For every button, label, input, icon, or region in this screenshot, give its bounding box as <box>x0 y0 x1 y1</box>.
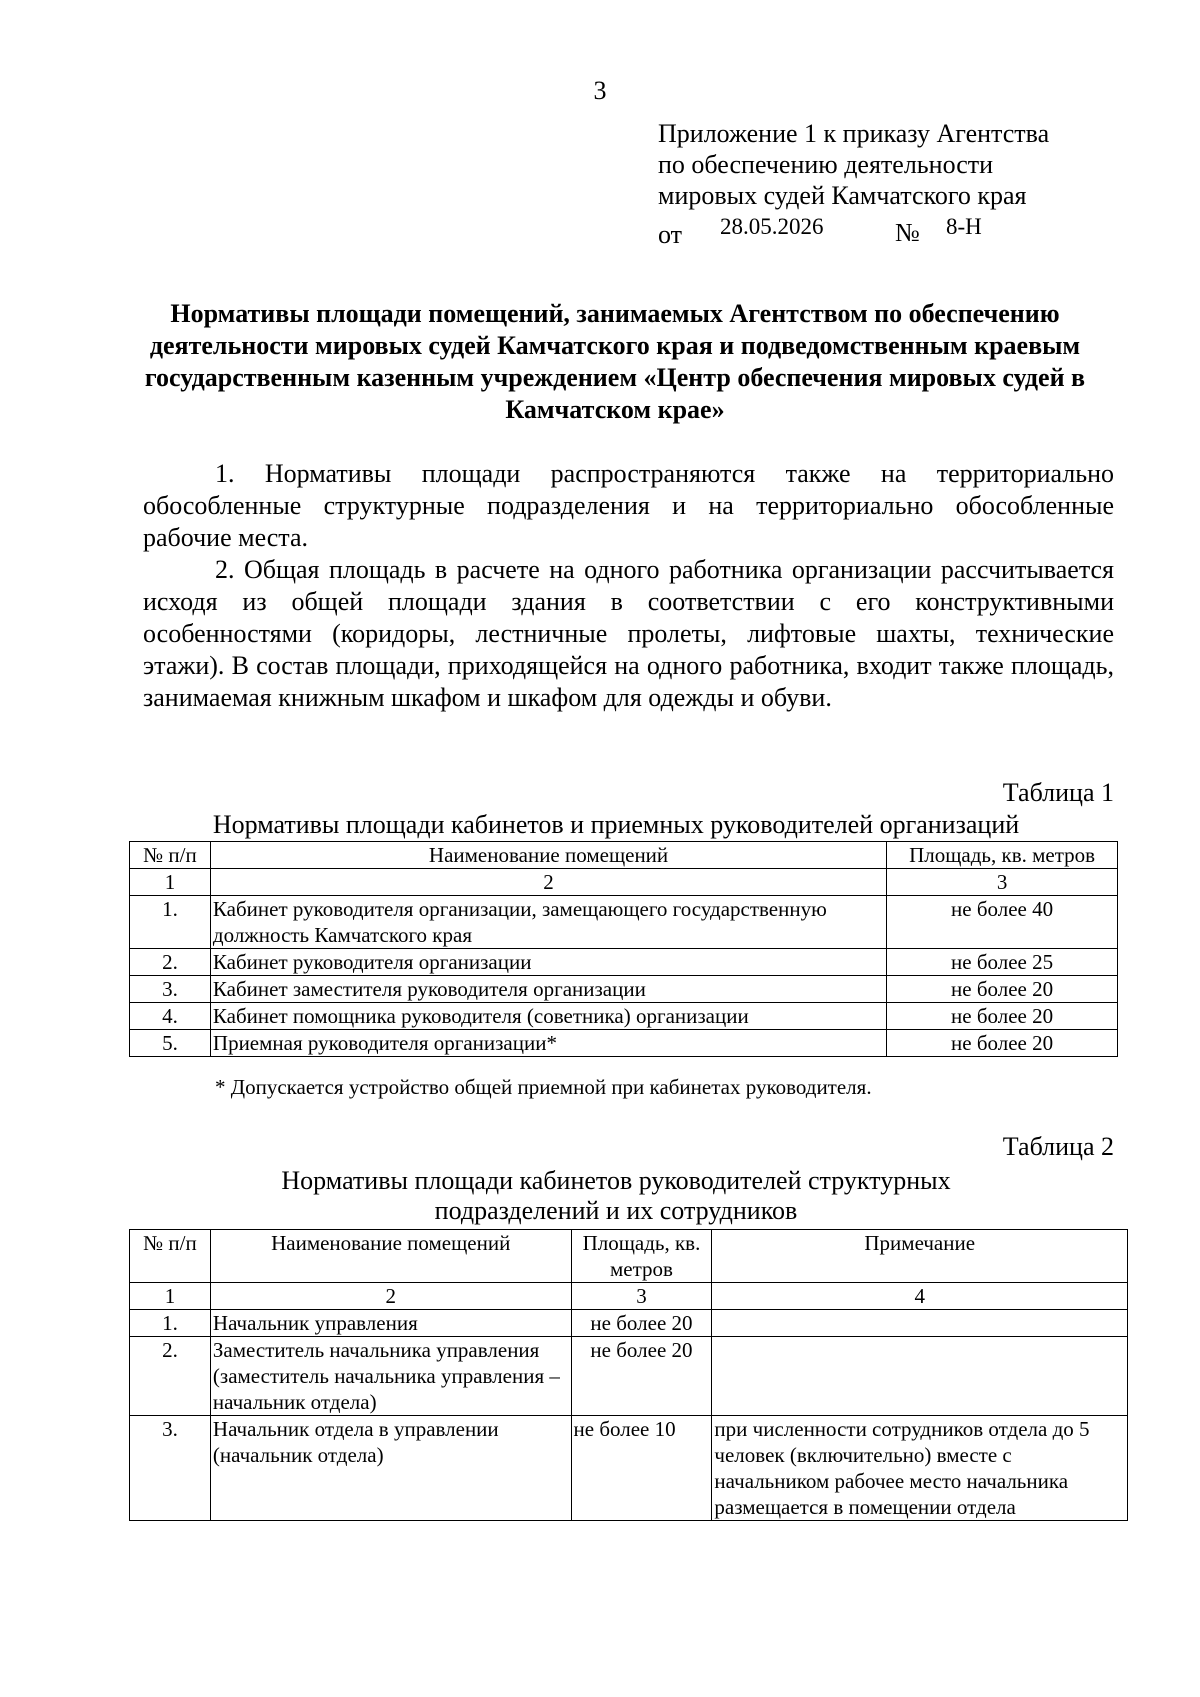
area-value: не более 25 <box>887 949 1118 976</box>
table-row <box>130 1337 1128 1416</box>
column-number-row <box>130 869 1118 896</box>
row-number: 5. <box>130 1030 211 1057</box>
header-cell: № п/п <box>130 1230 211 1283</box>
column-number: 3 <box>887 869 1118 896</box>
area-value: не более 40 <box>887 896 1118 949</box>
row-number: 3. <box>130 976 211 1003</box>
area-value: не более 20 <box>887 976 1118 1003</box>
position-name: Начальник управления <box>210 1310 571 1337</box>
paragraph-1: 1. Нормативы площади распространяются также на территориально обособленные структурные подразделения и на территориально обособленные рабочие места. <box>143 459 1114 552</box>
table1 <box>129 841 1118 1057</box>
header-cell: Наименование помещений <box>210 1230 571 1283</box>
column-number: 1 <box>130 1283 211 1310</box>
area-value: не более 20 <box>571 1310 712 1337</box>
table-row <box>130 1030 1118 1057</box>
table2-caption-line2: подразделений и их сотрудников <box>434 1196 798 1225</box>
table1-footnote: * Допускается устройство общей приемной при кабинетах руководителя. <box>215 1075 872 1099</box>
table-header-row <box>130 842 1118 869</box>
paragraph-2: 2. Общая площадь в расчете на одного работника организации рассчитывается исходя из общей площади здания в соответствии с его конструктивными особенностями (коридоры, лестничные пролеты, лифтовые шахты, технические этажи). В состав площади, приходящейся на одного работника, входит также площадь, занимаемая книжным шкафом и шкафом для одежды и обуви. <box>143 555 1114 712</box>
header-cell: № п/п <box>130 842 211 869</box>
area-value: не более 20 <box>887 1030 1118 1057</box>
column-number: 1 <box>130 869 211 896</box>
note <box>712 1310 1128 1337</box>
column-number: 2 <box>210 869 886 896</box>
note: при численности сотрудников отдела до 5 человек (включительно) вместе с начальником рабочее место начальника размещается в помещении отдела <box>712 1416 1128 1521</box>
room-name: Приемная руководителя организации* <box>210 1030 886 1057</box>
room-name: Кабинет руководителя организации <box>210 949 886 976</box>
table-header-row <box>130 1230 1128 1283</box>
room-name: Кабинет помощника руководителя (советника) организации <box>210 1003 886 1030</box>
appendix-line: Приложение 1 к приказу Агентства <box>658 119 1050 148</box>
table-row <box>130 1003 1118 1030</box>
header-cell: Примечание <box>712 1230 1128 1283</box>
appendix-block <box>658 118 1049 211</box>
table-row <box>130 896 1118 949</box>
table1-label: Таблица 1 <box>1002 778 1114 807</box>
order-number: 8-Н <box>946 214 982 239</box>
table2-label: Таблица 2 <box>1002 1132 1114 1161</box>
table-row <box>130 976 1118 1003</box>
area-value: не более 20 <box>887 1003 1118 1030</box>
appendix-line: по обеспечению деятельности <box>658 150 994 179</box>
table2-caption-line1: Нормативы площади кабинетов руководителей структурных <box>281 1166 951 1195</box>
header-cell: Площадь, кв. метров <box>887 842 1118 869</box>
row-number: 3. <box>130 1416 211 1521</box>
note <box>712 1337 1128 1416</box>
number-sign: № <box>895 218 920 247</box>
area-value: не более 10 <box>571 1416 712 1521</box>
column-number: 4 <box>712 1283 1128 1310</box>
area-value: не более 20 <box>571 1337 712 1416</box>
table2 <box>129 1229 1128 1521</box>
from-label: от <box>658 220 683 249</box>
table-row <box>130 949 1118 976</box>
page-number: 3 <box>593 76 607 105</box>
order-date: 28.05.2026 <box>720 214 824 239</box>
position-name: Начальник отдела в управлении (начальник отдела) <box>210 1416 571 1521</box>
table-row <box>130 1416 1128 1521</box>
column-number-row <box>130 1283 1128 1310</box>
row-number: 4. <box>130 1003 211 1030</box>
column-number: 3 <box>571 1283 712 1310</box>
header-cell: Наименование помещений <box>210 842 886 869</box>
row-number: 1. <box>130 1310 211 1337</box>
position-name: Заместитель начальника управления (заместитель начальника управления – начальник отдела) <box>210 1337 571 1416</box>
row-number: 1. <box>130 896 211 949</box>
row-number: 2. <box>130 949 211 976</box>
column-number: 2 <box>210 1283 571 1310</box>
room-name: Кабинет заместителя руководителя организации <box>210 976 886 1003</box>
table1-caption: Нормативы площади кабинетов и приемных руководителей организаций <box>212 810 1020 839</box>
appendix-line: мировых судей Камчатского края <box>658 181 1027 210</box>
document-title: Нормативы площади помещений, занимаемых Агентством по обеспечению деятельности мировых судей Камчатского края и подведомственным краевым государственным казенным учреждением «Центр обеспечения мировых судей в Камчатском крае» <box>144 299 1086 424</box>
table-row <box>130 1310 1128 1337</box>
header-cell: Площадь, кв. метров <box>571 1230 712 1283</box>
room-name: Кабинет руководителя организации, замещающего государственную должность Камчатского края <box>210 896 886 949</box>
row-number: 2. <box>130 1337 211 1416</box>
